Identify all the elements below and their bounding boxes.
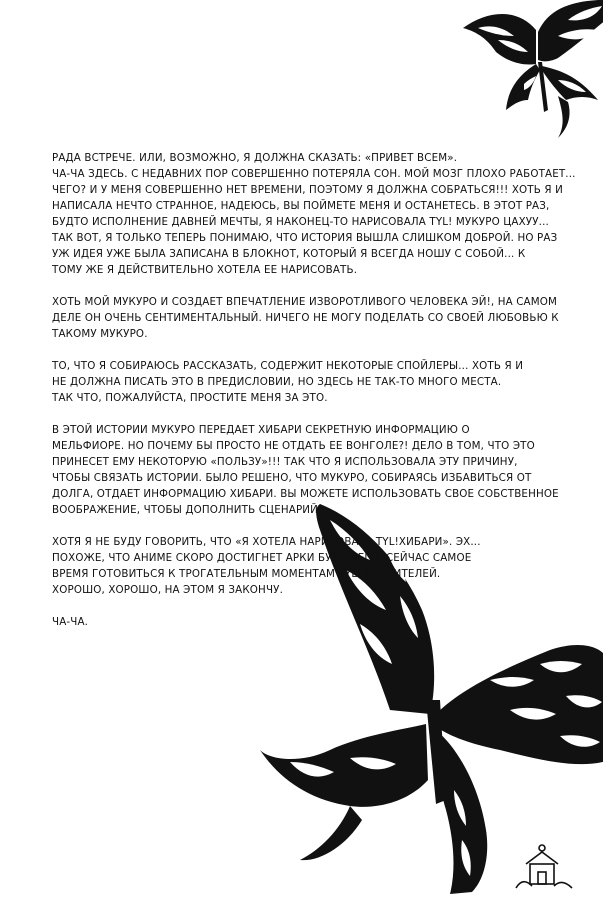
paragraph (52, 534, 560, 598)
text-line: ДОЛГА, ОТДАЕТ ИНФОРМАЦИЮ ХИБАРИ. ВЫ МОЖЕТЕ ИСПОЛЬЗОВАТЬ СВОЕ СОБСТВЕННОЕ (52, 488, 559, 500)
text-line: ВООБРАЖЕНИЕ, ЧТОБЫ ДОПОЛНИТЬ СЦЕНАРИЙ. (52, 504, 322, 516)
afterword-text (52, 150, 576, 646)
text-line: ТАКОМУ МУКУРО. (52, 328, 148, 340)
text-line: ПОХОЖЕ, ЧТО АНИМЕ СКОРО ДОСТИГНЕТ АРКИ БУДУЩЕГО. СЕЙЧАС САМОЕ (52, 552, 472, 564)
text-line: ХОТЯ Я НЕ БУДУ ГОВОРИТЬ, ЧТО «Я ХОТЕЛА НАРИСОВАТЬ TYL!ХИБАРИ». ЭХ... (52, 536, 481, 548)
text-line: ВРЕМЯ ГОТОВИТЬСЯ К ТРОГАТЕЛЬНЫМ МОМЕНТАМ TYL! ХРАНИТЕЛЕЙ. (52, 568, 441, 580)
text-line: НЕ ДОЛЖНА ПИСАТЬ ЭТО В ПРЕДИСЛОВИИ, НО ЗДЕСЬ НЕ ТАК-ТО МНОГО МЕСТА. (52, 376, 502, 388)
text-line: ЧА-ЧА ЗДЕСЬ. С НЕДАВНИХ ПОР СОВЕРШЕННО ПОТЕРЯЛА СОН. МОЙ МОЗГ ПЛОХО РАБОТАЕТ... (52, 168, 576, 180)
text-line: УЖ ИДЕЯ УЖЕ БЫЛА ЗАПИСАНА В БЛОКНОТ, КОТОРЫЙ Я ВСЕГДА НОШУ С СОБОЙ... К (52, 248, 526, 260)
paragraph (52, 294, 560, 342)
text-line: ЧТОБЫ СВЯЗАТЬ ИСТОРИИ. БЫЛО РЕШЕНО, ЧТО МУКУРО, СОБИРАЯСЬ ИЗБАВИТЬСЯ ОТ (52, 472, 532, 484)
text-line: ХОТЬ МОЙ МУКУРО И СОЗДАЕТ ВПЕЧАТЛЕНИЕ ИЗВОРОТЛИВОГО ЧЕЛОВЕКА ЭЙ!, НА САМОМ (52, 296, 558, 308)
butterfly-small-illustration (458, 0, 603, 150)
text-line: МЕЛЬФИОРЕ. НО ПОЧЕМУ БЫ ПРОСТО НЕ ОТДАТЬ ЕЕ ВОНГОЛЕ?! ДЕЛО В ТОМ, ЧТО ЭТО (52, 440, 535, 452)
text-line: ДЕЛЕ ОН ОЧЕНЬ СЕНТИМЕНТАЛЬНЫЙ. НИЧЕГО НЕ МОГУ ПОДЕЛАТЬ СО СВОЕЙ ЛЮБОВЬЮ К (52, 312, 559, 324)
text-line: НАПИСАЛА НЕЧТО СТРАННОЕ, НАДЕЮСЬ, ВЫ ПОЙМЕТЕ МЕНЯ И ОСТАНЕТЕСЬ. В ЭТОТ РАЗ, (52, 200, 550, 212)
paragraph (52, 358, 560, 406)
paragraph (52, 422, 560, 518)
text-line: ТО, ЧТО Я СОБИРАЮСЬ РАССКАЗАТЬ, СОДЕРЖИТ НЕКОТОРЫЕ СПОЙЛЕРЫ... ХОТЬ Я И (52, 360, 524, 372)
text-line: В ЭТОЙ ИСТОРИИ МУКУРО ПЕРЕДАЕТ ХИБАРИ СЕКРЕТНУЮ ИНФОРМАЦИЮ О (52, 424, 470, 436)
text-line: ХОРОШО, ХОРОШО, НА ЭТОМ Я ЗАКОНЧУ. (52, 584, 284, 596)
text-line: ЧЕГО? И У МЕНЯ СОВЕРШЕННО НЕТ ВРЕМЕНИ, ПОЭТОМУ Я ДОЛЖНА СОБРАТЬСЯ!!! ХОТЬ Я И (52, 184, 563, 196)
paragraph (52, 614, 560, 630)
text-line: РАДА ВСТРЕЧЕ. ИЛИ, ВОЗМОЖНО, Я ДОЛЖНА СКАЗАТЬ: «ПРИВЕТ ВСЕМ». (52, 152, 458, 164)
text-line: БУДТО ИСПОЛНЕНИЕ ДАВНЕЙ МЕЧТЫ, Я НАКОНЕЦ-ТО НАРИСОВАЛА TYL! МУКУРО ЦАХУУ... (52, 216, 549, 228)
text-line: ТАК ВОТ, Я ТОЛЬКО ТЕПЕРЬ ПОНИМАЮ, ЧТО ИСТОРИЯ ВЫШЛА СЛИШКОМ ДОБРОЙ. НО РАЗ (52, 232, 558, 244)
text-line: ЧА-ЧА. (52, 616, 89, 628)
text-line: ТОМУ ЖЕ Я ДЕЙСТВИТЕЛЬНО ХОТЕЛА ЕЕ НАРИСОВАТЬ. (52, 264, 358, 276)
paragraph (52, 150, 576, 278)
house-icon (508, 842, 578, 892)
text-line: ТАК ЧТО, ПОЖАЛУЙСТА, ПРОСТИТЕ МЕНЯ ЗА ЭТО. (52, 392, 328, 404)
text-line: ПРИНЕСЕТ ЕМУ НЕКОТОРУЮ «ПОЛЬЗУ»!!! ТАК ЧТО Я ИСПОЛЬЗОВАЛА ЭТУ ПРИЧИНУ, (52, 456, 518, 468)
